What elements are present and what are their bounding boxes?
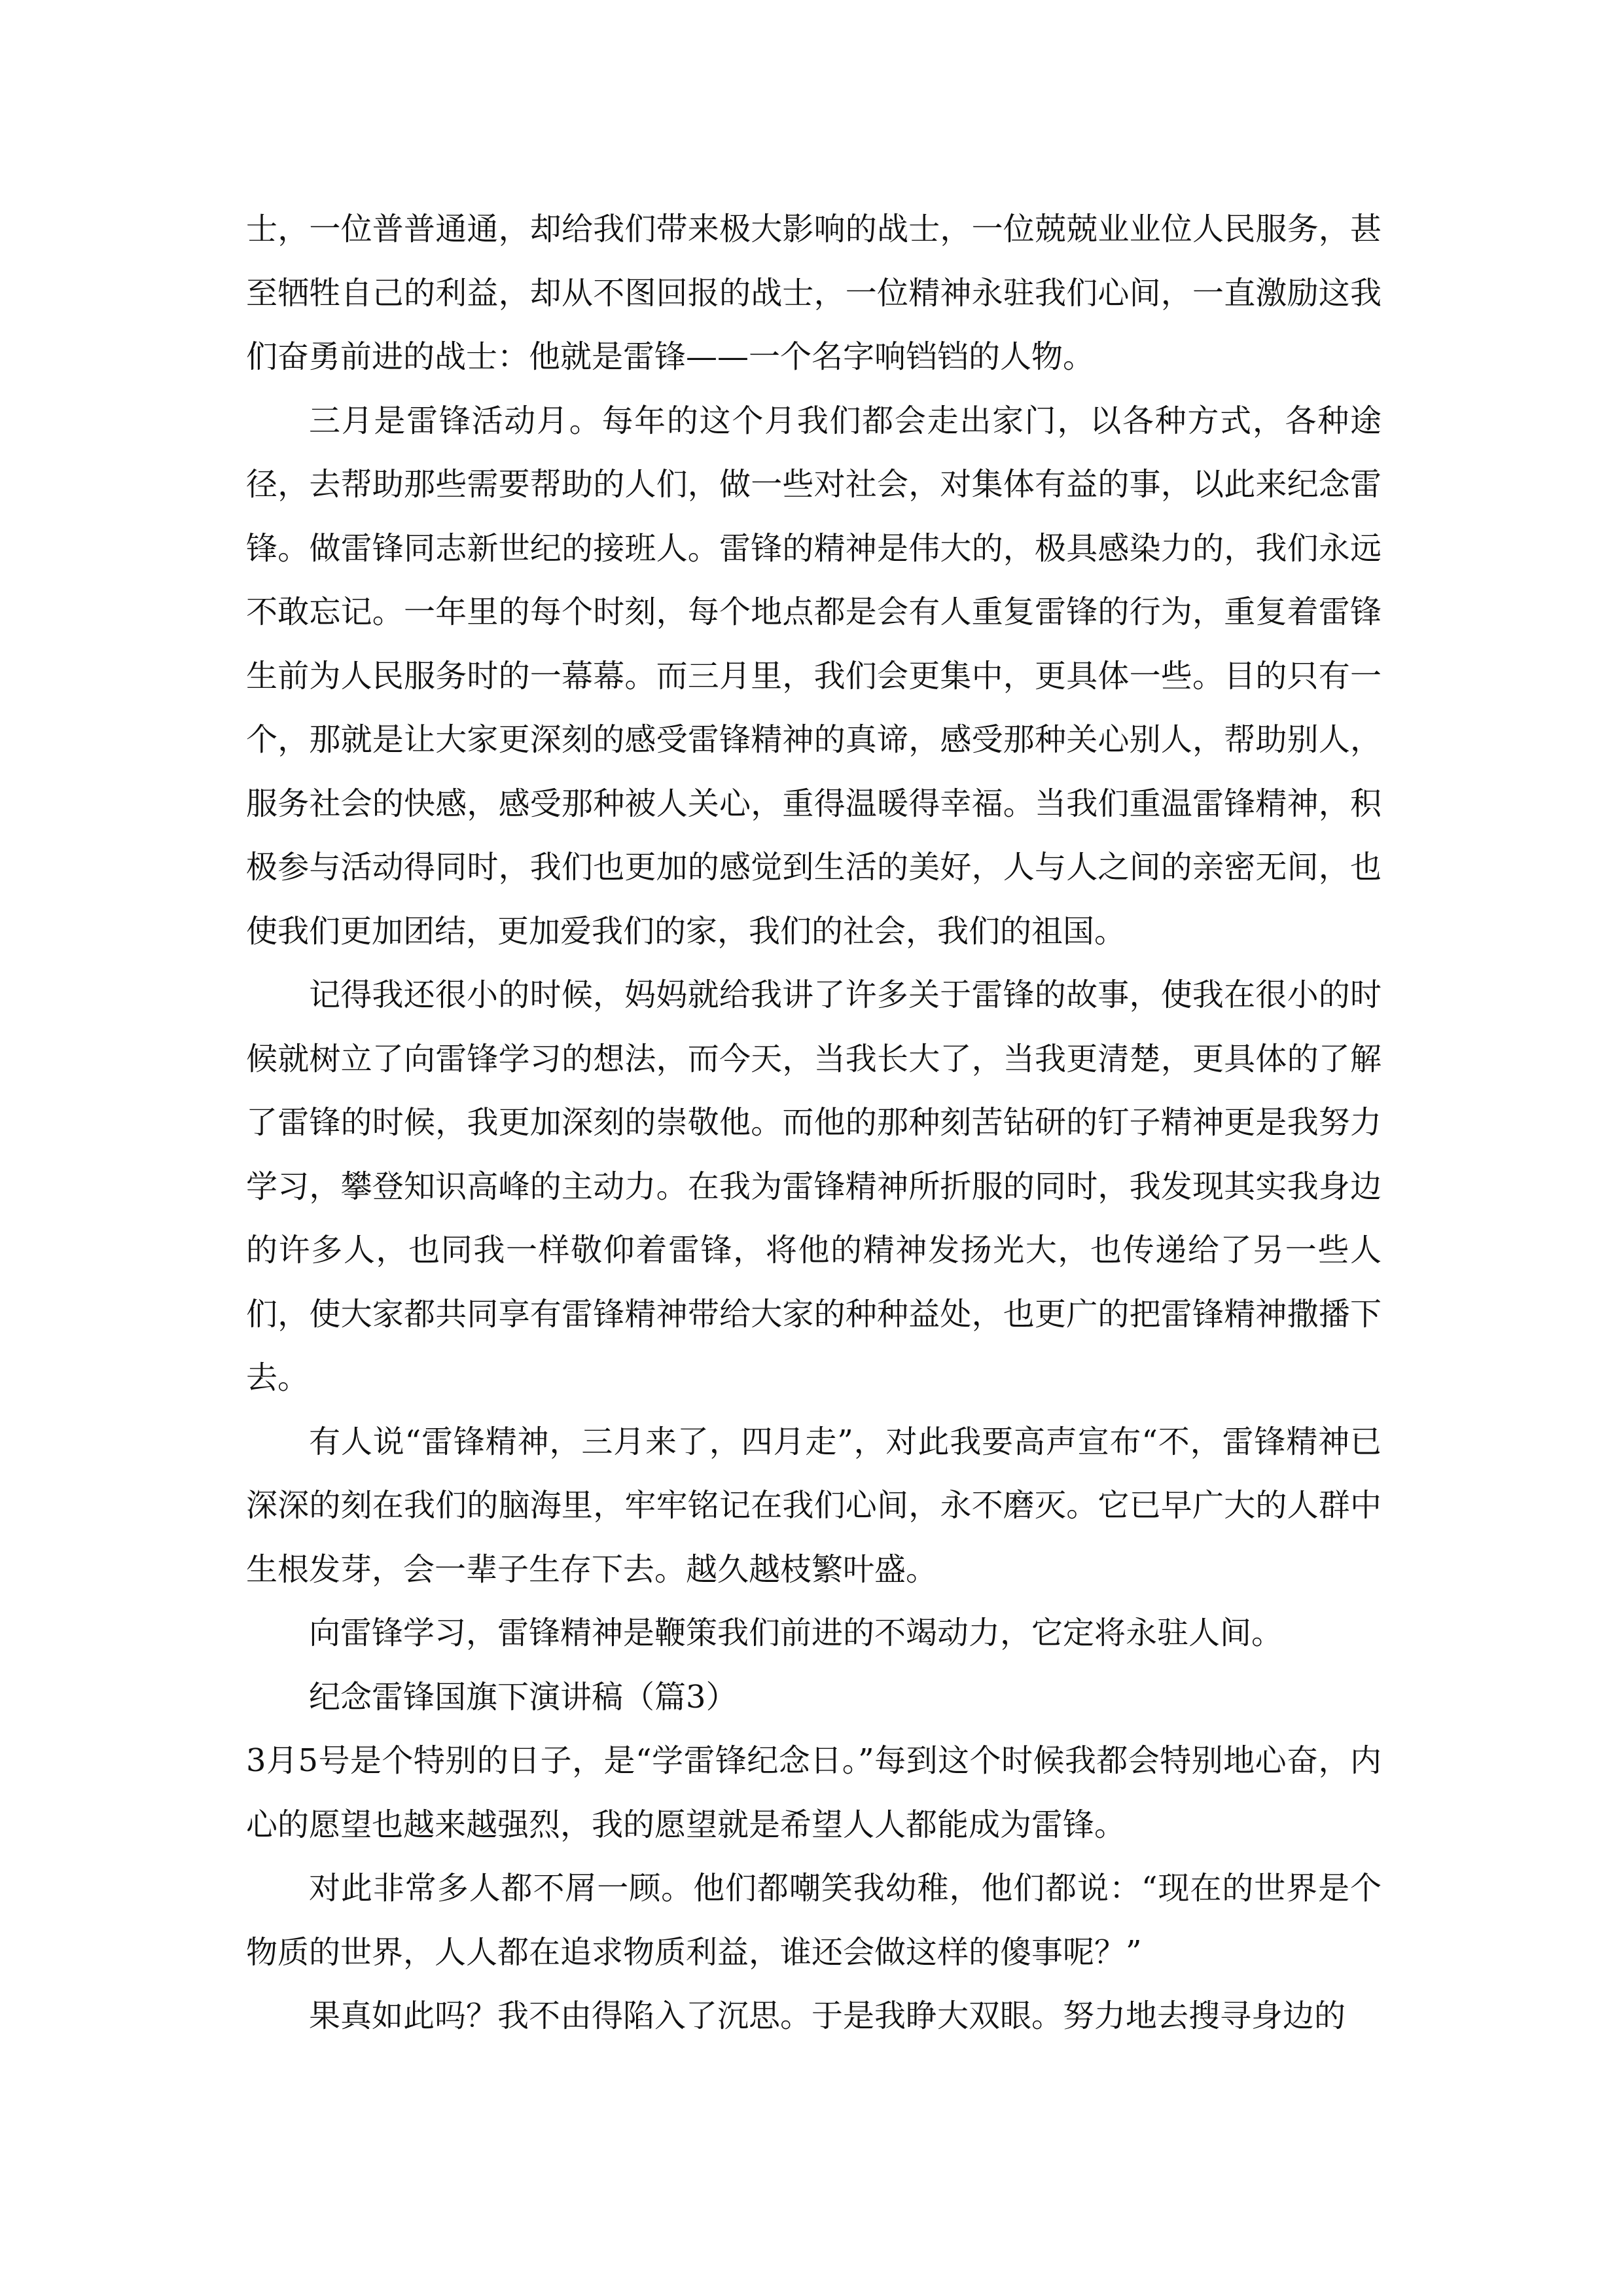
paragraph-childhood-memory: 记得我还很小的时候，妈妈就给我讲了许多关于雷锋的故事，使我在很小的时候就树立了向雷锋学习的想法，而今天，当我长大了，当我更清楚，更具体的了解了雷锋的时候，我更加深刻的崇敬他。而他的那种刻苦钻研的钉子精神更是我努力学习，攀登知识高峰的主动力。在我为雷锋精神所折服的同时，我发现其实我身边的许多人，也同我一样敬仰着雷锋，将他的精神发扬光大，也传递给了另一些人们，使大家都共同享有雷锋精神带给大家的种种益处，也更广的把雷锋精神撒播下去。 (246, 977, 1382, 1396)
paragraph-others-mock: 对此非常多人都不屑一顾。他们都嘲笑我幼稚，他们都说：“现在的世界是个物质的世界，人人都在追求物质利益，谁还会做这样的傻事呢？” (246, 1870, 1382, 1971)
paragraph-learn-from-leifeng: 向雷锋学习，雷锋精神是鞭策我们前进的不竭动力，它定将永驻人间。 (309, 1615, 1283, 1651)
paragraph-reflection: 果真如此吗？我不由得陷入了沉思。于是我睁大双眼。努力地去搜寻身边的 (309, 1998, 1346, 2034)
document-body (246, 198, 1382, 2049)
paragraph-spirit-declaration: 有人说“雷锋精神，三月来了，四月走”，对此我要高声宣布“不，雷锋精神已深深的刻在我们的脑海里，牢牢铭记在我们心间，永不磨灭。它已早广大的人群中生根发芽，会一辈子生存下去。越久越枝繁叶盛。 (246, 1423, 1382, 1588)
paragraph-continuation: 士，一位普普通通，却给我们带来极大影响的战士，一位兢兢业业位人民服务，甚至牺牲自己的利益，却从不图回报的战士，一位精神永驻我们心间，一直激励这我们奋勇前进的战士：他就是雷锋——一个名字响铛铛的人物。 (246, 211, 1382, 375)
section-heading: 纪念雷锋国旗下演讲稿（篇3） (309, 1678, 738, 1715)
paragraph-leifeng-month: 三月是雷锋活动月。每年的这个月我们都会走出家门，以各种方式，各种途径，去帮助那些需要帮助的人们，做一些对社会，对集体有益的事，以此来纪念雷锋。做雷锋同志新世纪的接班人。雷锋的精神是伟大的，极具感染力的，我们永远不敢忘记。一年里的每个时刻，每个地点都是会有人重复雷锋的行为，重复着雷锋生前为人民服务时的一幕幕。而三月里，我们会更集中，更具体一些。目的只有一个，那就是让大家更深刻的感受雷锋精神的真谛，感受那种关心别人，帮助别人，服务社会的快感，感受那种被人关心，重得温暖得幸福。当我们重温雷锋精神，积极参与活动得同时，我们也更加的感觉到生活的美好，人与人之间的亲密无间，也使我们更加团结，更加爱我们的家，我们的社会，我们的祖国。 (246, 402, 1382, 950)
paragraph-march-fifth: 3月5号是个特别的日子，是“学雷锋纪念日。”每到这个时候我都会特别地心奋，内心的愿望也越来越强烈，我的愿望就是希望人人都能成为雷锋。 (246, 1742, 1382, 1843)
